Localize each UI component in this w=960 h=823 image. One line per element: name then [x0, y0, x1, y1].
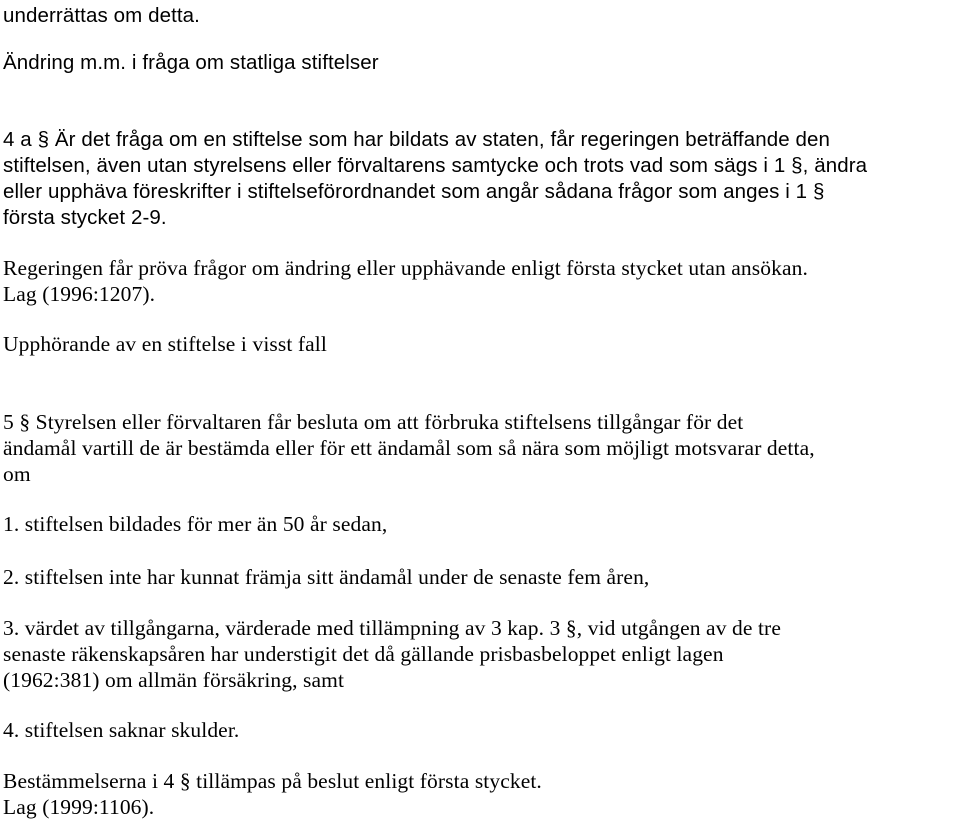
paragraph-4a-line-4: första stycket 2-9.: [3, 206, 167, 229]
paragraph-regeringen-line-1: Regeringen får pröva frågor om ändring eller upphävande enligt första stycket utan ansökan.: [3, 256, 808, 280]
paragraph-4a-line-1: 4 a § Är det fråga om en stiftelse som har bildats av staten, får regeringen beträffande den: [3, 128, 831, 151]
paragraph-5-line-2: ändamål vartill de är bestämda eller för ett ändamål som så nära som möjligt motsvarar detta,: [3, 436, 815, 460]
paragraph-4a-line-3: eller upphäva föreskrifter i stiftelseförordnandet som angår sådana frågor som anges i 1 §: [3, 180, 825, 203]
section-heading-statliga-stiftelser: Ändring m.m. i fråga om statliga stiftelser: [3, 51, 379, 74]
closing-line-2: Lag (1999:1106).: [3, 795, 155, 819]
list-item-3-line-1: 3. värdet av tillgångarna, värderade med tillämpning av 3 kap. 3 §, vid utgången av de tre: [3, 616, 781, 640]
section-heading-upphorande: Upphörande av en stiftelse i visst fall: [3, 332, 327, 356]
list-item-3-line-2: senaste räkenskapsåren har understigit det då gällande prisbasbeloppet enligt lagen: [3, 642, 724, 666]
paragraph-4a-line-2: stiftelsen, även utan styrelsens eller förvaltarens samtycke och trots vad som sägs i 1 §, ändra: [3, 154, 868, 177]
paragraph-regeringen-line-2: Lag (1996:1207).: [3, 282, 156, 306]
paragraph-5-line-1: 5 § Styrelsen eller förvaltaren får besluta om att förbruka stiftelsens tillgångar för det: [3, 410, 744, 434]
list-item-2: 2. stiftelsen inte har kunnat främja sitt ändamål under de senaste fem åren,: [3, 565, 650, 589]
list-item-3-line-3: (1962:381) om allmän försäkring, samt: [3, 668, 345, 692]
list-item-1: 1. stiftelsen bildades för mer än 50 år sedan,: [3, 512, 388, 536]
intro-line: underrättas om detta.: [3, 4, 200, 27]
closing-line-1: Bestämmelserna i 4 § tillämpas på beslut enligt första stycket.: [3, 769, 542, 793]
paragraph-5-line-3: om: [3, 462, 31, 486]
list-item-4: 4. stiftelsen saknar skulder.: [3, 718, 240, 742]
